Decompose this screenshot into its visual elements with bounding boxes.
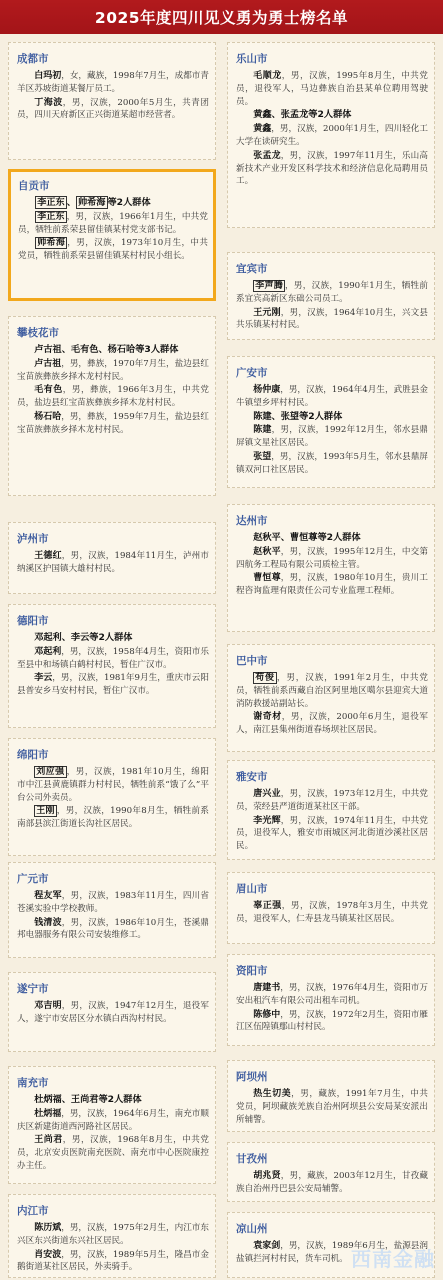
person-desc: ，男，汉族，1983年11月生，四川省苍溪实验中学校教师。	[17, 891, 209, 914]
person-desc: ，男，汉族，1958年4月生，资阳市乐至县中和场镇白鹤村村民，暂住广汉市。	[17, 646, 209, 670]
entry	[17, 917, 209, 943]
group-entry	[236, 532, 428, 545]
city-card-luzhou	[8, 522, 216, 594]
person-name: 陈修中	[253, 1009, 281, 1020]
entry	[17, 805, 209, 831]
group-label: 陈建、张望等2人群体	[253, 410, 343, 422]
person-desc: ，男，汉族，2000年6月生，退役军人，南江县集州街道春场坝社区居民。	[236, 712, 428, 736]
person-name: 白玛初	[34, 71, 62, 81]
person-name: 李云	[34, 673, 53, 684]
person-name: 卢古祖	[34, 358, 62, 369]
person-name: 刘应强	[36, 767, 65, 777]
person-desc: ，男，汉族，1981年9月生，重庆市云阳县普安乡马安村村民，暂住广汉市。	[17, 673, 209, 697]
person-desc: ，男，汉族，1993年5月生，邻水县鼎屏镇双河口社区居民。	[236, 451, 428, 475]
person-name: 帅希海	[77, 197, 106, 208]
city-card-guangan	[227, 356, 435, 488]
city-card-zigong	[8, 169, 216, 301]
city-name: 甘孜州	[236, 1153, 268, 1165]
person-name: 热生切美	[253, 1089, 292, 1099]
entry	[17, 1108, 209, 1134]
person-desc: ，男，汉族，1973年12月生，中共党员，荥经县严道街道某社区干部。	[236, 789, 428, 812]
person-desc: ，男，汉族，1975年2月生，内江市东兴区东兴街道东兴社区居民。	[17, 1223, 209, 1246]
person-name: 王德红	[34, 551, 62, 561]
watermark-logo: 西南金融	[351, 1247, 435, 1271]
person-name: 陈建	[253, 425, 272, 436]
person-desc: ，男，彝族，1970年7月生，盐边县红宝苗族彝族乡择木龙村村民。	[17, 358, 209, 382]
entry	[18, 237, 208, 263]
person-desc: ，男，汉族，1981年10月生，绵阳市中江县黄鹿镇群力村村民，牺牲前系“饿了么”平台公司外卖员。	[17, 767, 209, 803]
entry	[17, 1134, 209, 1172]
entry	[17, 358, 209, 384]
city-card-dazhou	[227, 504, 435, 632]
entry	[236, 900, 428, 926]
person-name: 丁海波	[34, 97, 63, 108]
entry	[17, 384, 209, 410]
person-name: 李光辉	[253, 815, 281, 826]
entry	[17, 97, 209, 123]
person-name: 唐建书	[253, 983, 281, 993]
city-card-ziyang	[227, 954, 435, 1046]
person-desc: ，男，汉族，1984年11月生，泸州市纳溪区护国镇大雄村村民。	[17, 551, 209, 574]
city-card-meishan	[227, 872, 435, 944]
city-card-yibin	[227, 252, 435, 340]
person-desc: ，男，汉族，1964年6月生，南充市顺庆区新建街道西河路社区居民。	[17, 1108, 209, 1132]
person-name: 苟俊	[255, 673, 275, 683]
person-desc: ，男，汉族，1989年6月生，盐源县润盐镇拦河村村民，货车司机。	[236, 1241, 428, 1264]
group-label: 等2人群体	[107, 197, 151, 208]
person-name: 赵秋平	[253, 546, 281, 557]
person-desc: ，男，汉族，1978年3月生，中共党员，退役军人，仁寿县龙马镇某社区居民。	[236, 901, 428, 924]
person-desc: ，男，汉族，1964年4月生，武胜县金牛镇望乡坪村村民。	[236, 385, 428, 408]
city-name: 内江市	[17, 1205, 49, 1217]
city-name: 眉山市	[236, 883, 268, 895]
entry	[17, 646, 209, 672]
city-name: 遂宁市	[17, 983, 49, 995]
person-name: 邓吉明	[34, 1001, 62, 1011]
entry	[236, 982, 428, 1008]
person-name: 张望	[253, 451, 272, 462]
person-name: 李正东	[37, 197, 65, 208]
person-desc: ，男，汉族，1968年8月生，中共党员，北京安贞医院南充医院、南充市中心医院康控办主任。	[17, 1135, 209, 1171]
entry	[17, 672, 209, 698]
city-card-aba	[227, 1060, 435, 1132]
person-name: 杜炳福	[34, 1108, 62, 1119]
entry	[236, 572, 428, 598]
group-label: 黄鑫、张孟龙等2人群体	[253, 109, 352, 121]
person-name: 胡兆贤	[253, 1171, 281, 1181]
group-entry: 李正东 、 帅希海 等2人群体	[37, 197, 151, 208]
city-card-nanchong	[8, 1066, 216, 1184]
person-desc: ，男，汉族，1976年4月生，资阳市万安出租汽车有限公司出租车司机。	[236, 983, 428, 1006]
person-desc: ，男，汉族，1997年11月生，乐山高新技术产业开发区科学技术和经济信息化局聘用员工。	[236, 150, 428, 187]
person-name: 李正东	[37, 211, 65, 222]
city-name: 宜宾市	[236, 263, 268, 275]
city-name: 成都市	[17, 53, 49, 65]
person-name: 杨仲康	[253, 385, 281, 395]
person-name: 袁家剑	[253, 1241, 281, 1251]
entry	[236, 70, 428, 108]
person-desc: ，男，汉族，1992年12月生，邻水县鼎屏镇文星社区居民。	[236, 425, 428, 449]
city-card-ganzi	[227, 1142, 435, 1202]
person-name: 程友军	[34, 891, 62, 901]
person-name: 曹恒尊	[253, 573, 281, 584]
city-name: 资阳市	[236, 965, 268, 977]
city-name: 自贡市	[18, 180, 50, 192]
city-card-bazhong	[227, 644, 435, 752]
city-card-panzhihua	[8, 316, 216, 496]
person-name: 王尚君	[34, 1135, 63, 1146]
person-desc: ，男，汉族，1964年10月生，兴文县共乐镇某村村民。	[236, 307, 428, 331]
person-name: 邓起利	[34, 646, 62, 657]
entry	[236, 815, 428, 853]
person-desc: ，男，汉族，1995年8月生，中共党员，退役军人，马边彝族自治县某单位聘用驾驶员。	[236, 71, 428, 107]
person-desc: ，男，汉族，2000年5月生，共青团员，四川天府新区正兴街道某超市经营者。	[17, 97, 209, 121]
city-card-chengdu	[8, 42, 216, 160]
entry	[236, 280, 428, 306]
person-desc: ，男，汉族，2000年1月生，四川轻化工大学在读研究生。	[236, 124, 428, 147]
group-entry	[17, 1094, 209, 1107]
entry	[236, 788, 428, 814]
city-name: 凉山州	[236, 1223, 268, 1235]
city-name: 广安市	[236, 367, 268, 379]
entry	[236, 150, 428, 188]
person-desc: ，男，汉族，1974年11月生，中共党员，退役军人，雅安市雨城区河北街道沙溪社区居民。	[236, 815, 428, 852]
city-name: 乐山市	[236, 53, 268, 65]
person-name: 肖安波	[34, 1249, 62, 1260]
person-name: 谢奇材	[253, 712, 282, 723]
entry	[17, 890, 209, 916]
entry	[17, 411, 209, 437]
group-entry	[236, 109, 428, 122]
city-name: 雅安市	[236, 771, 268, 783]
person-name: 毛顺龙	[253, 71, 282, 81]
person-name: 张孟龙	[253, 150, 281, 161]
entry	[236, 424, 428, 450]
person-name: 杨石哈	[34, 411, 62, 422]
entry	[236, 672, 428, 710]
person-name: 黄鑫	[253, 124, 272, 135]
person-name: 王元刚	[253, 307, 281, 318]
city-name: 阿坝州	[236, 1071, 268, 1083]
city-name: 泸州市	[17, 533, 49, 545]
person-desc: ，男，藏族，1991年7月生，中共党员，阿坝藏族羌族自治州阿坝县公安局某安派出所辅警。	[236, 1089, 428, 1125]
city-name: 攀枝花市	[17, 327, 59, 339]
city-card-mianyang	[8, 738, 216, 856]
person-desc: ，男，彝族，1959年7月生，盐边县红宝苗族彝族乡择木龙村村民。	[17, 411, 209, 435]
person-desc: ，男，汉族，1990年8月生，牺牲前系南部县滨江街道长沟社区居民。	[17, 806, 209, 830]
person-desc: ，男，汉族，1990年1月生，牺牲前系宜宾高新区东础公司员工。	[236, 281, 428, 304]
entry	[236, 384, 428, 410]
person-desc: ，男，汉族，1989年5月生，隆昌市金鹅街道某社区居民，外卖骑手。	[17, 1249, 209, 1273]
city-card-suining	[8, 972, 216, 1052]
person-desc: ，女，藏族，1998年7月生，成都市青羊区苏坡街道某餐厅员工。	[17, 71, 209, 94]
city-card-leshan	[227, 42, 435, 228]
group-label: 杜炳福、王尚君等2人群体	[34, 1094, 142, 1105]
person-desc: ，男，汉族，1973年10月生，中共党员，牺牲前系荣县留佳镇某村村民小组长。	[18, 238, 208, 262]
city-name: 南充市	[17, 1077, 49, 1089]
person-name: 陈历斌	[34, 1223, 62, 1233]
entry	[18, 211, 208, 237]
entry	[17, 1222, 209, 1248]
entry	[236, 123, 428, 149]
city-card-guangyuan	[8, 862, 216, 958]
person-name: 王刚	[36, 806, 55, 817]
entry	[236, 451, 428, 477]
person-desc: ，男，汉族，1972年2月生，资阳市雁江区伍隍镇鄢山村村民。	[236, 1009, 428, 1033]
title-banner	[0, 0, 443, 34]
entry	[236, 1009, 428, 1035]
entry	[236, 307, 428, 333]
person-name: 唐兴业	[253, 789, 281, 799]
person-name: 毛有色	[34, 385, 63, 396]
person-desc: ，男，藏族，2003年12月生，甘孜藏族自治州丹巴县公安局辅警。	[236, 1171, 428, 1194]
city-name: 绵阳市	[17, 749, 49, 761]
person-desc: ，男，汉族，1986年10月生，苍溪鼎邦电器服务有限公司安装维修工。	[17, 917, 209, 941]
person-desc: ，男，汉族，1980年10月生，贵川工程咨询监理有限责任公司专业监理工程师。	[236, 573, 428, 597]
person-name: 辜正强	[253, 901, 282, 911]
group-label: 邓起利、李云等2人群体	[34, 632, 133, 643]
group-entry	[236, 411, 428, 424]
person-name: 钱清波	[34, 917, 62, 928]
person-name: 李声腾	[255, 281, 284, 291]
person-desc: ，男，汉族，1966年1月生，中共党员，牺牲前系荣县留佳镇某村党支部书记。	[18, 211, 208, 235]
page-title: 2025年度四川见义勇为勇士榜名单	[94, 9, 349, 27]
city-card-deyang	[8, 604, 216, 728]
entry	[236, 1170, 428, 1196]
entry	[17, 70, 209, 96]
person-desc: ，男，汉族，1947年12月生，退役军人，遂宁市安居区分水镇白西沟村村民。	[17, 1001, 209, 1024]
group-entry	[17, 632, 209, 645]
city-name: 巴中市	[236, 655, 268, 667]
entry	[236, 546, 428, 572]
person-desc: ，男，汉族，1991年2月生，中共党员，牺牲前系西藏自治区阿里地区噶尔县迎宾大道消防救援站副站长。	[236, 673, 428, 709]
city-name: 广元市	[17, 873, 49, 885]
group-label: 赵秋平、曹恒尊等2人群体	[253, 532, 361, 543]
city-card-yaan	[227, 760, 435, 860]
entry	[17, 766, 209, 804]
person-name: 帅希海	[37, 238, 66, 249]
group-entry	[17, 344, 209, 357]
city-name: 达州市	[236, 515, 268, 527]
entry	[17, 550, 209, 576]
person-desc: ，男，彝族，1966年3月生，中共党员，盐边县红宝苗族彝族乡择木龙村村民。	[17, 385, 209, 409]
entry	[17, 1249, 209, 1275]
person-desc: ，男，汉族，1995年12月生，中交第四航务工程局有限公司质检主管。	[236, 546, 428, 570]
entry	[17, 1000, 209, 1026]
entry	[236, 711, 428, 737]
entry	[236, 1088, 428, 1126]
city-name: 德阳市	[17, 615, 49, 627]
group-label: 卢古祖、毛有色、杨石哈等3人群体	[34, 344, 179, 355]
city-card-neijiang	[8, 1194, 216, 1278]
